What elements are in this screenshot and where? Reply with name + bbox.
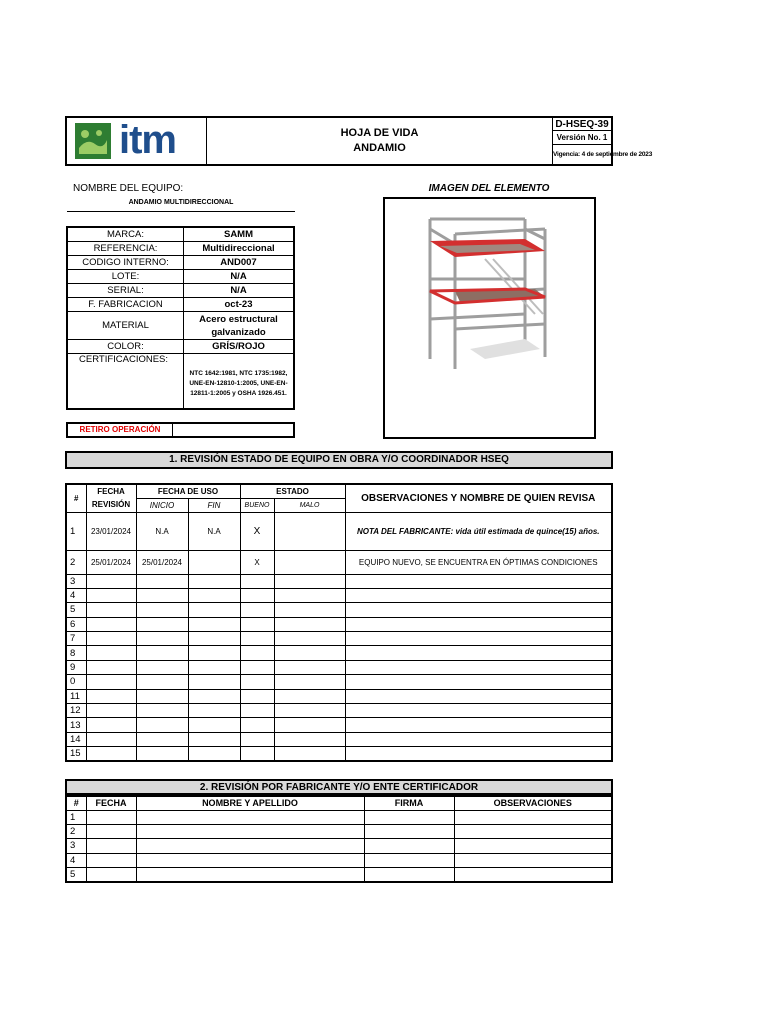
row-nombre[interactable] xyxy=(136,868,364,882)
row-num: 14 xyxy=(66,732,86,746)
row-fecha[interactable] xyxy=(86,747,136,761)
equipment-name-value: ANDAMIO MULTIDIRECCIONAL xyxy=(67,199,295,212)
row-bueno[interactable] xyxy=(240,718,274,732)
row-num: 1 xyxy=(66,810,86,824)
spec-row xyxy=(67,312,294,340)
row-obs[interactable] xyxy=(345,617,612,631)
spec-row xyxy=(67,227,294,242)
row-num: 12 xyxy=(66,704,86,718)
title-line-1: HOJA DE VIDA xyxy=(340,127,419,139)
col-inicio-header: INICIO xyxy=(136,498,188,512)
title-line-2: ANDAMIO xyxy=(353,142,406,154)
row-fecha[interactable] xyxy=(86,810,136,824)
col-fecha-header: FECHA REVISIÓN xyxy=(86,484,136,512)
retiro-row xyxy=(66,422,295,438)
row-inicio[interactable] xyxy=(136,646,188,660)
document-code: D-HSEQ-39 xyxy=(553,118,611,131)
spec-value: GRÍS/ROJO xyxy=(184,340,295,354)
row-bueno[interactable] xyxy=(240,617,274,631)
spec-label: MARCA: xyxy=(67,227,184,242)
row-malo[interactable] xyxy=(274,588,345,602)
table-row xyxy=(66,839,612,853)
row-fecha[interactable] xyxy=(86,839,136,853)
table-row xyxy=(66,732,612,746)
table-row xyxy=(66,660,612,674)
row-fecha[interactable] xyxy=(86,732,136,746)
row-malo[interactable] xyxy=(274,646,345,660)
col-num-header: # xyxy=(66,796,86,810)
row-malo[interactable] xyxy=(274,660,345,674)
row-bueno[interactable] xyxy=(240,689,274,703)
row-fecha[interactable] xyxy=(86,617,136,631)
spec-row xyxy=(67,340,294,354)
row-bueno[interactable] xyxy=(240,603,274,617)
spec-value: SAMM xyxy=(184,227,295,242)
col-malo-header: MALO xyxy=(274,498,345,512)
retiro-label: RETIRO OPERACIÓN xyxy=(68,424,173,436)
row-bueno[interactable] xyxy=(240,574,274,588)
row-fecha[interactable] xyxy=(86,574,136,588)
table-row xyxy=(66,617,612,631)
row-inicio[interactable] xyxy=(136,718,188,732)
row-obs[interactable] xyxy=(345,588,612,602)
row-fin[interactable] xyxy=(188,689,240,703)
row-inicio[interactable] xyxy=(136,632,188,646)
row-fin[interactable] xyxy=(188,632,240,646)
row-obs[interactable] xyxy=(454,824,612,838)
spec-label: SERIAL: xyxy=(67,284,184,298)
row-fecha[interactable] xyxy=(86,853,136,867)
spec-value: AND007 xyxy=(184,256,295,270)
spec-label: MATERIAL xyxy=(67,312,184,340)
col-obs-header: OBSERVACIONES Y NOMBRE DE QUIEN REVISA xyxy=(345,484,612,512)
row-fecha[interactable] xyxy=(86,646,136,660)
section1-title: 1. REVISIÓN ESTADO DE EQUIPO EN OBRA Y/O COORDINADOR HSEQ xyxy=(65,451,613,469)
row-inicio[interactable] xyxy=(136,617,188,631)
row-bueno[interactable] xyxy=(240,632,274,646)
row-inicio[interactable] xyxy=(136,689,188,703)
col-estado-header: ESTADO xyxy=(240,484,345,498)
specs-table xyxy=(66,226,295,410)
spec-label: LOTE: xyxy=(67,270,184,284)
row-num: 1 xyxy=(66,512,86,550)
table-row xyxy=(66,512,612,550)
table-row xyxy=(66,588,612,602)
row-malo[interactable] xyxy=(274,617,345,631)
row-fecha[interactable] xyxy=(86,603,136,617)
row-fin[interactable] xyxy=(188,732,240,746)
spec-value: oct-23 xyxy=(184,298,295,312)
spec-label: F. FABRICACION xyxy=(67,298,184,312)
row-nombre[interactable] xyxy=(136,824,364,838)
row-obs[interactable] xyxy=(345,660,612,674)
table-row xyxy=(66,747,612,761)
row-inicio[interactable] xyxy=(136,732,188,746)
row-num: 2 xyxy=(66,824,86,838)
row-fin[interactable] xyxy=(188,704,240,718)
row-nombre[interactable] xyxy=(136,810,364,824)
col-firma-header: FIRMA xyxy=(364,796,454,810)
base-plate xyxy=(470,339,540,359)
row-fecha[interactable]: 23/01/2024 xyxy=(86,512,136,550)
row-fin[interactable] xyxy=(188,617,240,631)
table-row xyxy=(66,810,612,824)
row-obs[interactable] xyxy=(345,704,612,718)
row-obs[interactable] xyxy=(345,732,612,746)
row-obs[interactable] xyxy=(345,603,612,617)
row-fin[interactable] xyxy=(188,646,240,660)
row-nombre[interactable] xyxy=(136,839,364,853)
row-obs[interactable] xyxy=(345,718,612,732)
image-title: IMAGEN DEL ELEMENTO xyxy=(428,183,550,194)
logo-text: itm xyxy=(119,118,176,162)
row-firma[interactable] xyxy=(364,868,454,882)
spec-row xyxy=(67,270,294,284)
row-fin[interactable] xyxy=(188,588,240,602)
col-bueno-header: BUENO xyxy=(240,498,274,512)
row-fecha[interactable] xyxy=(86,704,136,718)
row-malo[interactable] xyxy=(274,718,345,732)
row-malo[interactable] xyxy=(274,689,345,703)
col-fecha-uso-header: FECHA DE USO xyxy=(136,484,240,498)
col-obs-header: OBSERVACIONES xyxy=(454,796,612,810)
row-nombre[interactable] xyxy=(136,853,364,867)
col-fin-header: FIN xyxy=(188,498,240,512)
spec-value: N/A xyxy=(184,270,295,284)
spec-row xyxy=(67,242,294,256)
row-obs[interactable] xyxy=(345,747,612,761)
row-fecha[interactable] xyxy=(86,675,136,689)
row-obs[interactable] xyxy=(454,810,612,824)
row-malo[interactable] xyxy=(274,603,345,617)
row-firma[interactable] xyxy=(364,853,454,867)
spec-row xyxy=(67,256,294,270)
itm-logo xyxy=(67,118,207,164)
row-fin[interactable] xyxy=(188,747,240,761)
row-obs[interactable] xyxy=(345,675,612,689)
revision-table xyxy=(65,483,613,762)
row-num: 2 xyxy=(66,550,86,574)
table-row xyxy=(66,675,612,689)
row-bueno[interactable]: X xyxy=(240,512,274,550)
row-bueno[interactable] xyxy=(240,704,274,718)
row-inicio[interactable] xyxy=(136,588,188,602)
row-fin[interactable] xyxy=(188,574,240,588)
row-num: 4 xyxy=(66,588,86,602)
row-fecha[interactable] xyxy=(86,660,136,674)
row-num: 15 xyxy=(66,747,86,761)
row-inicio[interactable] xyxy=(136,660,188,674)
table-row xyxy=(66,868,612,882)
row-num: 5 xyxy=(66,868,86,882)
row-num: 3 xyxy=(66,839,86,853)
row-num: 5 xyxy=(66,603,86,617)
spec-row xyxy=(67,298,294,312)
table-row xyxy=(66,646,612,660)
row-obs[interactable] xyxy=(345,646,612,660)
row-num: 6 xyxy=(66,617,86,631)
row-fin[interactable] xyxy=(188,550,240,574)
row-inicio[interactable] xyxy=(136,675,188,689)
spec-label: COLOR: xyxy=(67,340,184,354)
row-num: 11 xyxy=(66,689,86,703)
row-firma[interactable] xyxy=(364,810,454,824)
row-inicio[interactable]: N.A xyxy=(136,512,188,550)
row-inicio[interactable]: 25/01/2024 xyxy=(136,550,188,574)
row-bueno[interactable] xyxy=(240,675,274,689)
table-row xyxy=(66,853,612,867)
row-fin[interactable] xyxy=(188,675,240,689)
equipment-name-label: NOMBRE DEL EQUIPO: xyxy=(73,183,184,194)
row-bueno[interactable] xyxy=(240,588,274,602)
row-inicio[interactable] xyxy=(136,704,188,718)
row-bueno[interactable] xyxy=(240,646,274,660)
row-bueno[interactable] xyxy=(240,747,274,761)
row-firma[interactable] xyxy=(364,839,454,853)
table-row xyxy=(66,574,612,588)
row-malo[interactable] xyxy=(274,675,345,689)
row-inicio[interactable] xyxy=(136,747,188,761)
fabricante-header-row xyxy=(66,796,612,810)
row-bueno[interactable] xyxy=(240,732,274,746)
row-malo[interactable] xyxy=(274,574,345,588)
row-malo[interactable] xyxy=(274,632,345,646)
row-fin[interactable] xyxy=(188,718,240,732)
spec-value: NTC 1642:1981, NTC 1735:1982, UNE-EN-12810-1:2005, UNE-EN-12811-1:2005 y OSHA 1926.451. xyxy=(184,354,295,409)
row-num: 3 xyxy=(66,574,86,588)
spec-value: Multidireccional xyxy=(184,242,295,256)
scaffold-illustration xyxy=(385,199,594,437)
row-obs[interactable] xyxy=(454,853,612,867)
row-fecha[interactable] xyxy=(86,632,136,646)
row-num: 0 xyxy=(66,675,86,689)
fabricante-table xyxy=(65,795,613,883)
row-fin[interactable] xyxy=(188,603,240,617)
row-inicio[interactable] xyxy=(136,574,188,588)
table-row xyxy=(66,632,612,646)
row-malo[interactable] xyxy=(274,704,345,718)
row-obs[interactable]: NOTA DEL FABRICANTE: vida útil estimada de quince(15) años. xyxy=(345,512,612,550)
row-bueno[interactable]: X xyxy=(240,550,274,574)
row-malo[interactable] xyxy=(274,747,345,761)
row-fin[interactable]: N.A xyxy=(188,512,240,550)
row-malo[interactable] xyxy=(274,732,345,746)
row-fecha[interactable] xyxy=(86,718,136,732)
col-nombre-header: NOMBRE Y APELLIDO xyxy=(136,796,364,810)
row-obs[interactable]: EQUIPO NUEVO, SE ENCUENTRA EN ÓPTIMAS CONDICIONES xyxy=(345,550,612,574)
table-row xyxy=(66,603,612,617)
equipment-image xyxy=(383,197,596,439)
spec-value: N/A xyxy=(184,284,295,298)
document-version: Versión No. 1 xyxy=(553,131,611,145)
section2-title: 2. REVISIÓN POR FABRICANTE Y/O ENTE CERTIFICADOR xyxy=(65,779,613,795)
revision-header-row xyxy=(66,484,612,498)
document-vigencia: Vigencia: 4 de septiembre de 2023 xyxy=(553,151,653,158)
spec-label: CERTIFICACIONES: xyxy=(67,354,184,409)
table-row xyxy=(66,824,612,838)
row-fecha[interactable] xyxy=(86,868,136,882)
row-num: 9 xyxy=(66,660,86,674)
row-fecha[interactable] xyxy=(86,689,136,703)
row-obs[interactable] xyxy=(454,868,612,882)
row-num: 8 xyxy=(66,646,86,660)
row-fin[interactable] xyxy=(188,660,240,674)
table-row xyxy=(66,689,612,703)
document-title xyxy=(207,118,553,164)
row-malo[interactable] xyxy=(274,512,345,550)
spec-value: Acero estructural galvanizado xyxy=(184,312,295,340)
row-firma[interactable] xyxy=(364,824,454,838)
table-row xyxy=(66,550,612,574)
row-obs[interactable] xyxy=(345,632,612,646)
table-row xyxy=(66,718,612,732)
row-inicio[interactable] xyxy=(136,603,188,617)
row-bueno[interactable] xyxy=(240,660,274,674)
row-fecha[interactable] xyxy=(86,824,136,838)
row-num: 13 xyxy=(66,718,86,732)
spec-label: CODIGO INTERNO: xyxy=(67,256,184,270)
col-fecha-header: FECHA xyxy=(86,796,136,810)
row-obs[interactable] xyxy=(454,839,612,853)
row-obs[interactable] xyxy=(345,689,612,703)
row-num: 7 xyxy=(66,632,86,646)
col-num-header: # xyxy=(66,484,86,512)
row-obs[interactable] xyxy=(345,574,612,588)
spec-row xyxy=(67,354,294,409)
row-malo[interactable] xyxy=(274,550,345,574)
table-row xyxy=(66,704,612,718)
document-header xyxy=(65,116,653,166)
row-fecha[interactable]: 25/01/2024 xyxy=(86,550,136,574)
row-num: 4 xyxy=(66,853,86,867)
row-fecha[interactable] xyxy=(86,588,136,602)
spec-label: REFERENCIA: xyxy=(67,242,184,256)
spec-row xyxy=(67,284,294,298)
retiro-value[interactable] xyxy=(173,424,293,436)
